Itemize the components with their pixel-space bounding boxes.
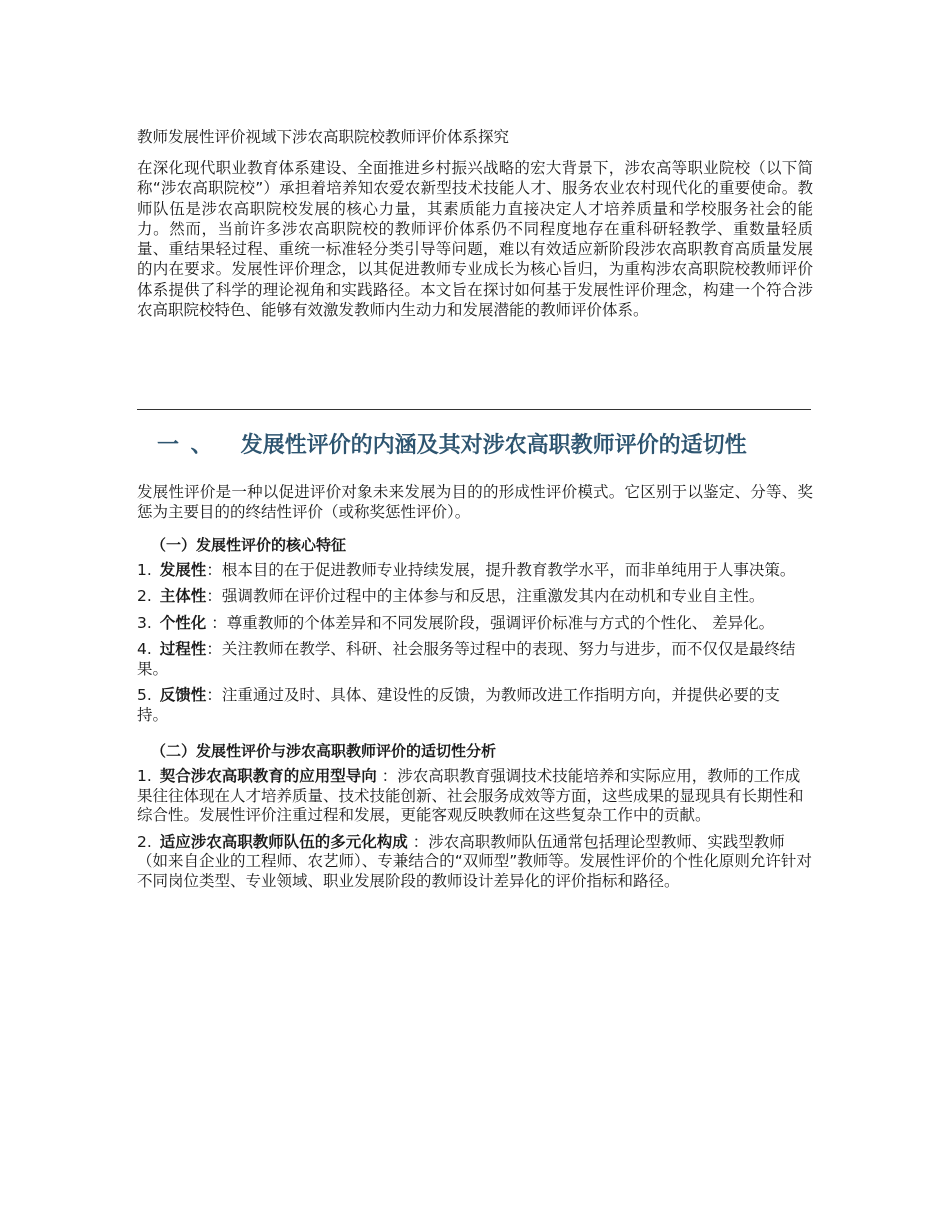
list-item-index: 1. [137, 767, 152, 786]
list-item-text: ：涉农高职教师队伍通常包括理论型教师、实践型教师（如来自企业的工程师、农艺师）、专兼结合的“双师型”教师等。发展性评价的个性化原则允许针对不同岗位类型、专业领域、职业发展阶段的教师设计差异化的评价指标和路径。 [137, 832, 812, 890]
list-item-term: 反馈性 [159, 686, 207, 705]
list-item-index: 2. [137, 587, 152, 606]
list-item-text: ：强调教师在评价过程中的主体参与和反思，注重激发其内在动机和专业自主性。 [206, 587, 765, 606]
list-item [137, 767, 813, 826]
section-1-lead-paragraph: 发展性评价是一种以促进评价对象未来发展为目的的形成性评价模式。它区别于以鉴定、分等、奖惩为主要目的的终结性评价（或称奖惩性评价）。 [137, 483, 813, 522]
list-item [137, 561, 813, 581]
list-item-text: ：关注教师在教学、科研、社会服务等过程中的表现、努力与进步，而不仅仅是最终结果。 [137, 640, 796, 678]
list-item-term: 适应涉农高职教师队伍的多元化构成 [159, 832, 408, 851]
intro-paragraph: 在深化现代职业教育体系建设、全面推进乡村振兴战略的宏大背景下，涉农高等职业院校（以下简称“涉农高职院校”）承担着培养知农爱农新型技术技能人才、服务农业农村现代化的重要使命。教师队伍是涉农高职院校发展的核心力量，其素质能力直接决定人才培养质量和学校服务社会的能力。然而，当前许多涉农高职院校的教师评价体系仍不同程度地存在重科研轻教学、重数量轻质量、重结果轻过程、重统一标准轻分类引导等问题，难以有效适应新阶段涉农高职教育高质量发展的内在要求。发展性评价理念，以其促进教师专业成长为核心旨归，为重构涉农高职院校教师评价体系提供了科学的理论视角和实践路径。本文旨在探讨如何基于发展性评价理念，构建一个符合涉农高职院校特色、能够有效激发教师内生动力和发展潜能的教师评价体系。 [137, 159, 813, 320]
document-title: 教师发展性评价视域下涉农高职院校教师评价体系探究 [137, 128, 510, 146]
list-item [137, 640, 813, 679]
section-1-body [137, 482, 813, 898]
list-item-text: ：涉农高职教育强调技术技能培养和实际应用，教师的工作成果往往体现在人才培养质量、技术技能创新、社会服务成效等方面，这些成果的显现具有长期性和综合性。发展性评价注重过程和发展，更能客观反映教师在这些复杂工作中的贡献。 [137, 767, 804, 825]
list-item-index: 3. [137, 613, 152, 632]
list-item-term: 个性化 [159, 613, 207, 632]
list-item [137, 587, 813, 607]
section-1-number: 一 、 [157, 433, 215, 458]
list-item-term: 过程性 [159, 640, 207, 659]
list-item-text: ：尊重教师的个体差异和不同发展阶段，强调评价标准与方式的个性化、 差异化。 [206, 613, 775, 632]
section-1-title: 发展性评价的内涵及其对涉农高职教师评价的适切性 [240, 433, 747, 458]
list-item [137, 614, 813, 634]
list-item-index: 2. [137, 832, 152, 851]
list-item-index: 5. [137, 686, 152, 705]
list-item-term: 契合涉农高职教育的应用型导向 [159, 767, 377, 786]
list-item-text: ：根本目的在于促进教师专业持续发展，提升教育教学水平，而非单纯用于人事决策。 [206, 560, 796, 579]
document-page [137, 124, 813, 890]
list-item-index: 4. [137, 640, 152, 659]
list-item [137, 686, 813, 725]
horizontal-divider [137, 409, 811, 410]
section-1-heading [157, 430, 747, 462]
subsection-2-heading: （二）发展性评价与涉农高职教师评价的适切性分析 [151, 742, 497, 761]
list-item-text: ：注重通过及时、具体、建设性的反馈，为教师改进工作指明方向，并提供必要的支持。 [137, 686, 780, 724]
list-item-term: 主体性 [159, 587, 207, 606]
list-item [137, 833, 813, 892]
subsection-1-heading: （一）发展性评价的核心特征 [151, 535, 347, 554]
list-item-term: 发展性 [159, 560, 207, 579]
list-item-index: 1. [137, 560, 152, 579]
